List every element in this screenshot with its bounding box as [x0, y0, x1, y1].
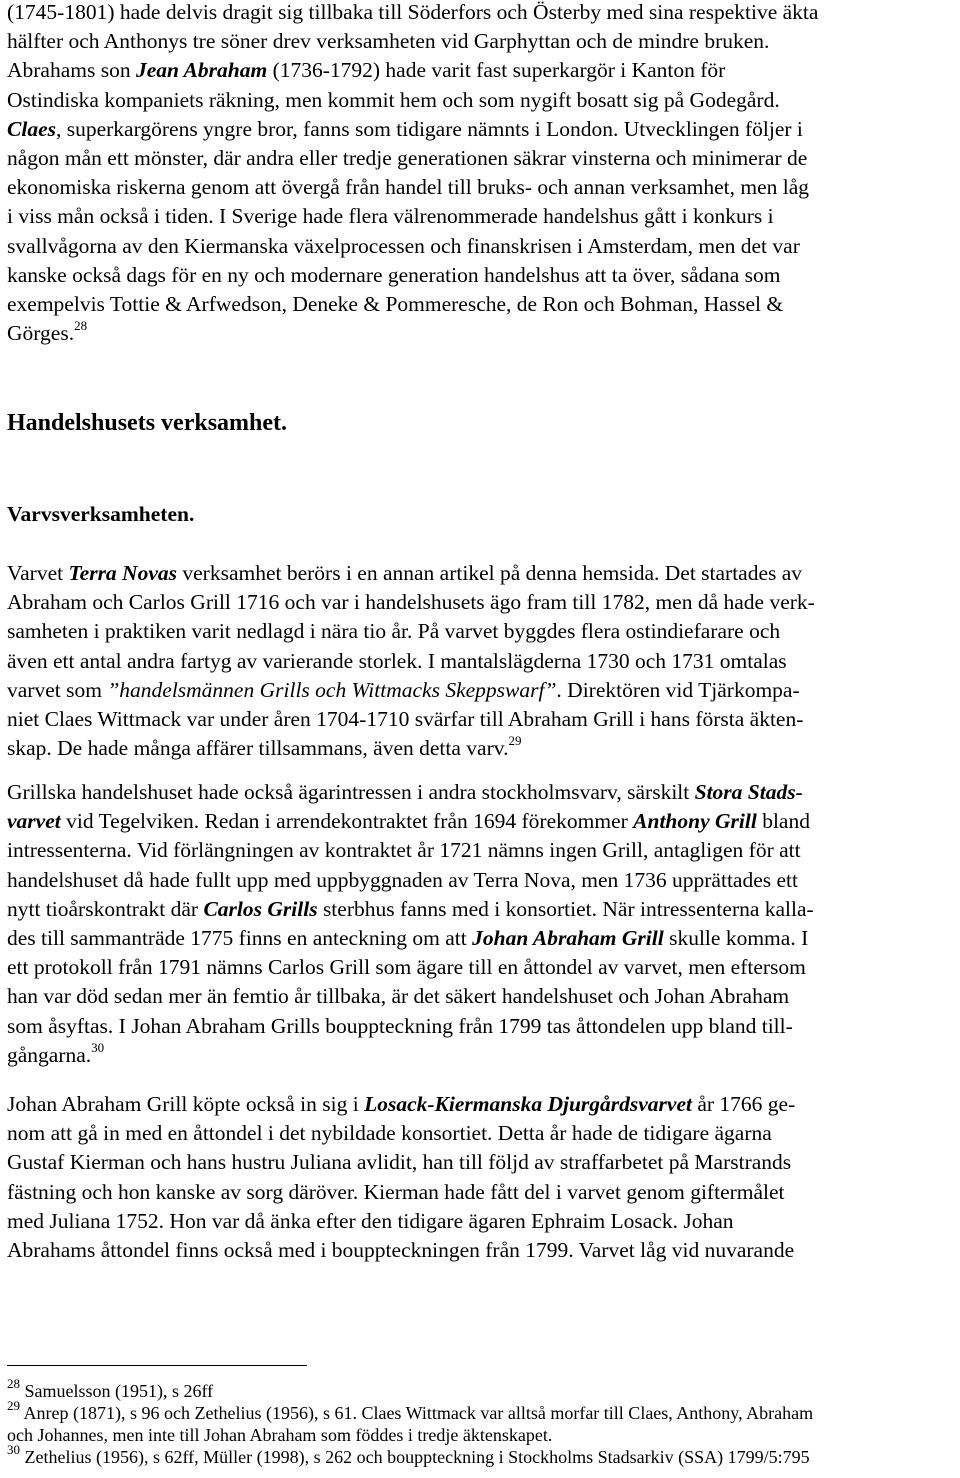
paragraph-line	[7, 617, 953, 646]
paragraph-line	[7, 1090, 953, 1119]
footnote-line	[7, 1424, 953, 1446]
text-run: handelshuset då hade fullt upp med uppbyggnaden av Terra Nova, men 1736 upprättades ett	[7, 867, 798, 892]
paragraph-line	[7, 56, 953, 85]
text-run: någon mån ett mönster, där andra eller tredje generationen säkrar vinsterna och minimerar de	[7, 145, 808, 170]
paragraph-line	[7, 261, 953, 290]
text-run: Abraham och Carlos Grill 1716 och var i handelshusets ägo fram till 1782, men då hade verk-	[7, 590, 815, 615]
paragraph-line	[7, 202, 953, 231]
text-run: kanske också dags för en ny och modernare generation handelshus att ta över, sådana som	[7, 262, 781, 287]
paragraph-terra-nova	[7, 559, 953, 763]
paragraph-line	[7, 924, 953, 953]
paragraph-line	[7, 982, 953, 1011]
paragraph-line	[7, 647, 953, 676]
text-run: varvet	[7, 809, 61, 834]
paragraph-line	[7, 1207, 953, 1236]
footnote-marker: 30	[7, 1442, 20, 1457]
footnote-separator	[7, 1365, 307, 1366]
paragraph-line	[7, 1148, 953, 1177]
paragraph-line	[7, 1236, 953, 1265]
text-run: verksamhet berörs i en annan artikel på denna hemsida. Det startades av	[177, 561, 803, 585]
paragraph-line	[7, 778, 953, 807]
text-run: Claes	[7, 116, 56, 141]
text-run: även ett antal andra fartyg av varierande storlek. I mantalslägderna 1730 och 1731 omtalas	[7, 648, 787, 673]
section-heading: Handelshusets verksamhet.	[7, 410, 288, 436]
paragraph-line	[7, 232, 953, 261]
paragraph-line	[7, 86, 953, 115]
footnote-marker: 30	[91, 1039, 105, 1055]
text-run: Ostindiska kompaniets räkning, men kommit hem och som nygift bosatt sig på Godegård.	[7, 87, 780, 112]
footnote-marker: 28	[7, 1376, 20, 1391]
text-run: Abrahams son	[7, 58, 136, 83]
text-run: gångarna.	[7, 1042, 92, 1067]
text-run: nom att gå in med en åttondel i det nybildade konsortiet. Detta år hade de tidigare ägarna	[7, 1121, 772, 1146]
text-run: Varvet	[7, 561, 69, 585]
paragraph-line	[7, 319, 953, 348]
text-run: Losack-Kiermanska Djurgårdsvarvet	[364, 1092, 692, 1116]
text-run: intressenterna. Vid förlängningen av kontraktet år 1721 nämns ingen Grill, antagligen för att	[7, 838, 801, 863]
text-run: skap. De hade många affärer tillsammans, även detta varv.	[7, 736, 509, 761]
paragraph-line	[7, 1178, 953, 1207]
text-run: med Juliana 1752. Hon var då änka efter den tidigare ägaren Ephraim Losack. Johan	[7, 1208, 734, 1233]
paragraph-line	[7, 27, 953, 56]
text-run: Johan Abraham Grill köpte också in sig i	[7, 1092, 365, 1116]
paragraph-line	[7, 1041, 953, 1070]
text-run: och Johannes, men inte till Johan Abraham som föddes i tredje äktenskapet.	[7, 1425, 553, 1445]
text-run: Gustaf Kierman och hans hustru Juliana avlidit, han till följd av straffarbetet på Marstrands	[7, 1150, 792, 1175]
footnote-marker: 28	[74, 317, 88, 333]
text-run: år 1766 ge-	[691, 1092, 796, 1116]
text-run: des till sammanträde 1775 finns en anteckning om att	[7, 925, 473, 950]
text-run: Görges.	[7, 321, 75, 346]
text-run: ekonomiska riskerna genom att övergå från handel till bruks- och annan verksamhet, men låg	[7, 175, 810, 200]
paragraph-line	[7, 588, 953, 617]
text-run: ”handelsmännen Grills och Wittmacks Skeppswarf”	[107, 677, 557, 702]
paragraph-family-business	[7, 0, 953, 348]
text-run: ett protokoll från 1791 nämns Carlos Grill som ägare till en åttondel av varvet, men eftersom	[7, 955, 806, 980]
paragraph-line	[7, 836, 953, 865]
footnote-marker: 29	[508, 732, 522, 748]
text-run: som åsyftas. I Johan Abraham Grills bouppteckning från 1799 tas åttondelen upp bland till-	[7, 1013, 793, 1038]
text-run: Terra Novas	[68, 561, 177, 585]
text-run: niet Claes Wittmack var under åren 1704-1710 svärfar till Abraham Grill i hans första äkten-	[7, 706, 804, 731]
footnote-line	[7, 1442, 953, 1468]
text-run: samheten i praktiken varit nedlagd i nära tio år. På varvet byggdes flera ostindiefarare och	[7, 619, 781, 644]
text-run: Abrahams åttondel finns också med i bouppteckningen från 1799. Varvet låg vid nuvarande	[7, 1237, 795, 1262]
paragraph-line	[7, 1012, 953, 1041]
text-run: skulle komma. I	[663, 925, 809, 950]
text-run: nytt tioårskontrakt där	[7, 896, 204, 921]
paragraph-line	[7, 676, 953, 705]
text-run: han var död sedan mer än femtio år tillbaka, är det säkert handelshuset och Johan Abraham	[7, 984, 790, 1009]
footnotes	[7, 1376, 953, 1468]
footnote-line	[7, 1398, 953, 1424]
paragraph-line	[7, 144, 953, 173]
text-run: (1736-1792) hade varit fast superkargör i Kanton för	[267, 58, 726, 83]
text-run: Stora Stads-	[694, 780, 803, 804]
paragraph-djurgardsvarvet	[7, 1090, 953, 1265]
subsection-heading: Varvsverksamheten.	[7, 502, 195, 526]
footnote-marker: 29	[7, 1398, 20, 1413]
paragraph-line	[7, 1119, 953, 1148]
text-run: Carlos Grills	[203, 896, 318, 921]
text-run: . Direktören vid Tjärkompa-	[556, 677, 800, 702]
text-run: Anrep (1871), s 96 och Zethelius (1956), s 61. Claes Wittmack var alltså morfar till Claes, Anthony, Abraham	[20, 1403, 814, 1423]
text-run: vid Tegelviken. Redan i arrendekontraktet från 1694 förekommer	[60, 809, 634, 834]
paragraph-line	[7, 0, 953, 27]
text-run: Grillska handelshuset hade också ägarintressen i andra stockholmsvarv, särskilt	[7, 780, 695, 804]
paragraph-line	[7, 115, 953, 144]
text-run: , superkargörens yngre bror, fanns som tidigare nämnts i London. Utvecklingen följer i	[55, 116, 803, 141]
text-run: (1745-1801) hade delvis dragit sig tillbaka till Söderfors och Österby med sina respektive äkta	[7, 0, 819, 24]
text-run: Jean Abraham	[135, 58, 268, 83]
paragraph-stora-stadsvarvet	[7, 778, 953, 1070]
text-run: Anthony Grill	[633, 809, 757, 834]
paragraph-line	[7, 173, 953, 202]
paragraph-line	[7, 953, 953, 982]
text-run: Johan Abraham Grill	[472, 925, 664, 950]
text-run: i viss mån också i tiden. I Sverige hade flera välrenommerade handelshus gått i konkurs i	[7, 204, 774, 229]
text-run: hälfter och Anthonys tre söner drev verksamheten vid Garphyttan och de mindre bruken.	[7, 29, 770, 54]
footnote-line	[7, 1376, 953, 1402]
paragraph-line	[7, 866, 953, 895]
text-run: sterbhus fanns med i konsortiet. När intressenterna kalla-	[317, 896, 814, 921]
text-run: Zethelius (1956), s 62ff, Müller (1998), s 262 och bouppteckning i Stockholms Stadsarkiv (SSA) 1799/5:795	[20, 1447, 810, 1467]
paragraph-line	[7, 807, 953, 836]
text-run: Samuelsson (1951), s 26ff	[20, 1381, 214, 1401]
text-run: bland	[756, 809, 810, 834]
text-run: varvet som	[7, 677, 108, 702]
text-run: exempelvis Tottie & Arfwedson, Deneke & Pommeresche, de Ron och Bohman, Hassel &	[7, 291, 784, 316]
paragraph-line	[7, 705, 953, 734]
paragraph-line	[7, 734, 953, 763]
paragraph-line	[7, 559, 953, 588]
text-run: svallvågorna av den Kiermanska växelprocessen och finanskrisen i Amsterdam, men det var	[7, 233, 800, 258]
text-run: fästning och hon kanske av sorg däröver. Kierman hade fått del i varvet genom giftermålet	[7, 1179, 785, 1204]
paragraph-line	[7, 895, 953, 924]
paragraph-line	[7, 290, 953, 319]
